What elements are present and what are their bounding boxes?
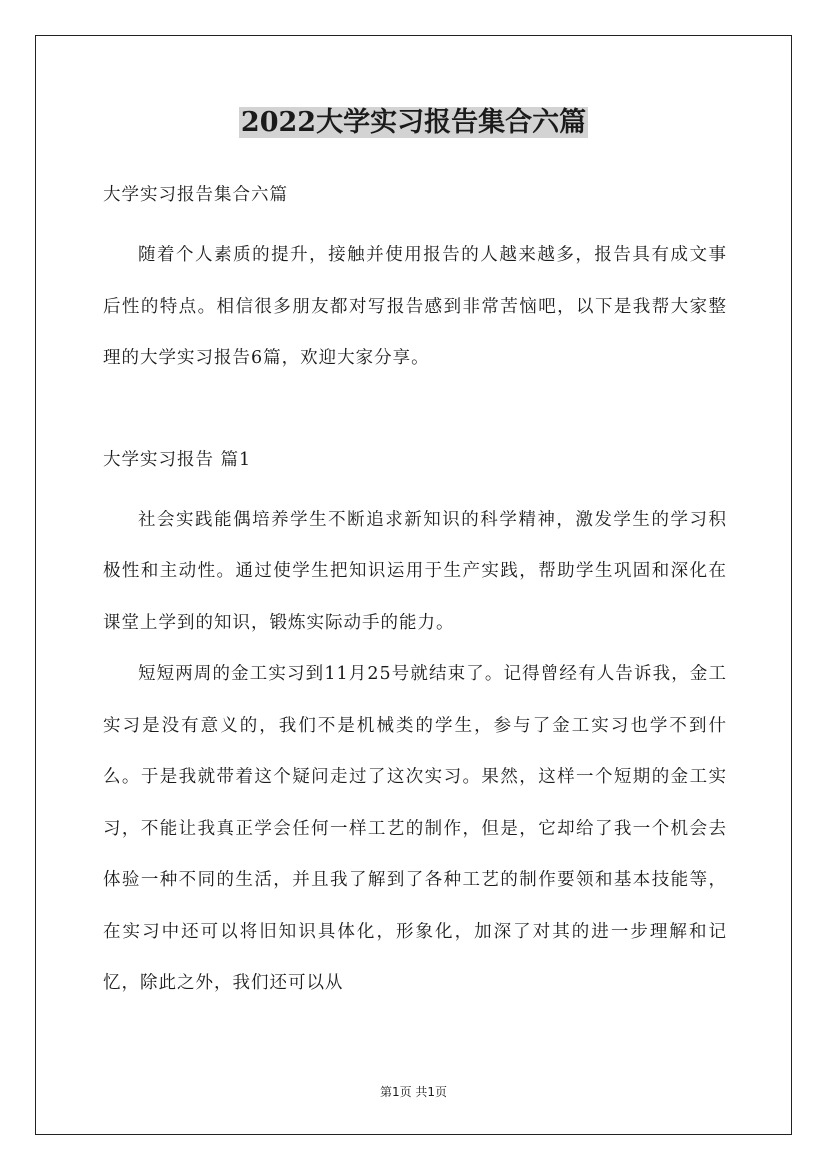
document-title-text: 2022大学实习报告集合六篇 [240, 107, 587, 138]
page-footer: 第1页 共1页 [379, 1085, 448, 1099]
body-paragraph-1: 社会实践能偶培养学生不断追求新知识的科学精神，激发学生的学习积极性和主动性。通过使学生把知识运用于生产实践，帮助学生巩固和深化在课堂上学到的知识，锻炼实际动手的能力。 [103, 509, 727, 633]
document-body [103, 178, 727, 1010]
intro-paragraph: 随着个人素质的提升，接触并使用报告的人越来越多，报告具有成文事后性的特点。相信很多朋友都对写报告感到非常苦恼吧，以下是我帮大家整理的大学实习报告6篇，欢迎大家分享。 [103, 245, 727, 368]
document-subtitle: 大学实习报告集合六篇 [103, 185, 288, 205]
document-title [0, 103, 827, 143]
body-paragraph-2: 短短两周的金工实习到11月25号就结束了。记得曾经有人告诉我，金工实习是没有意义的，我们不是机械类的学生，参与了金工实习也学不到什么。于是我就带着这个疑问走过了这次实习。果然，这样一个短期的金工实习，不能让我真正学会任何一样工艺的制作，但是，它却给了我一个机会去体验一种不同的生活，并且我了解到了各种工艺的制作要领和基本技能等，在实习中还可以将旧知识具体化，形象化，加深了对其的进一步理解和记忆，除此之外，我们还可以从 [103, 664, 727, 993]
section-heading: 大学实习报告 篇1 [103, 449, 252, 470]
